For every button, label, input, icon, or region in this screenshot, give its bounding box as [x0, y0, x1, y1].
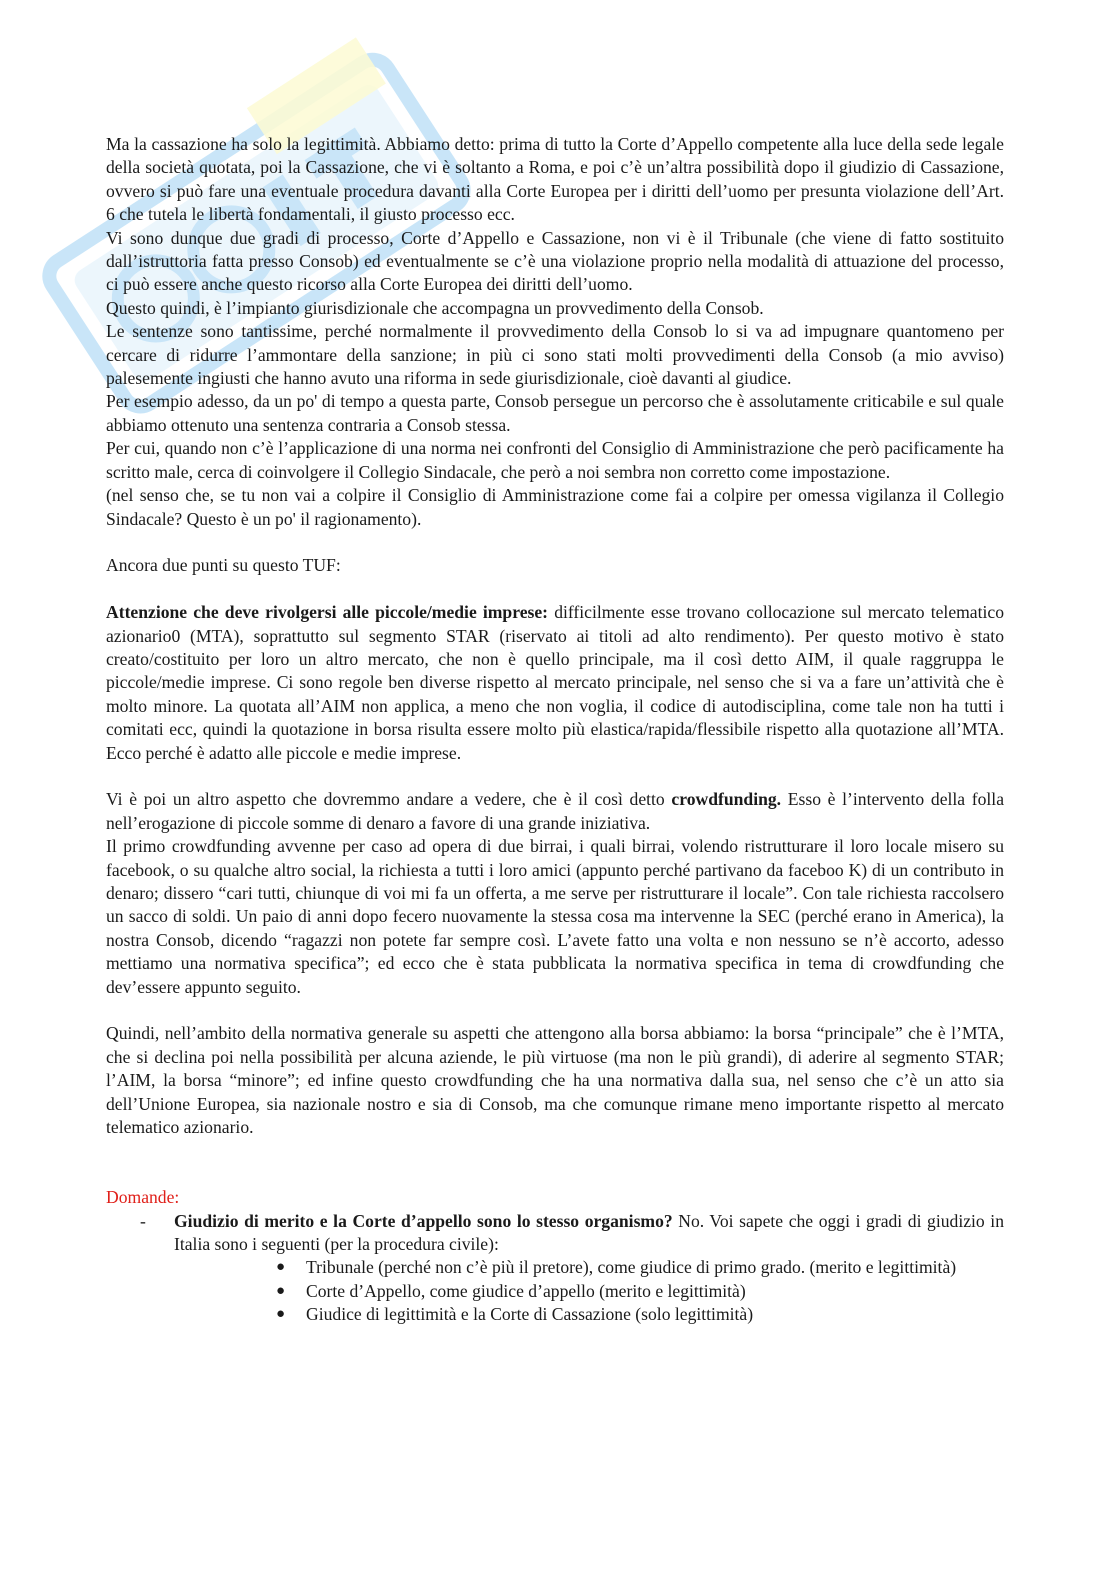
paragraph-esempio: Per esempio adesso, da un po' di tempo a questa parte, Consob persegue un percorso che è assolutamente criticabile e sul quale abbiamo ottenuto una sentenza contraria a Consob stessa.: [106, 391, 1004, 435]
paragraph-cassazione: Ma la cassazione ha solo la legittimità. Abbiamo detto: prima di tutto la Corte d’Appello competente alla luce della sede legale della società quotata, poi la Cassazione, che vi è soltanto a Roma, e poi c’è un’altra possibilità dopo il giudizio di Cassazione, ovvero si può fare una eventuale procedura davanti alla Corte Europea per i diritti dell’uomo per presunta violazione dell’Art. 6 che tutela le libertà fondamentali, il giusto processo ecc.: [106, 134, 1004, 225]
paragraph-sentenze: Le sentenze sono tantissime, perché normalmente il provvedimento della Consob lo si va ad impugnare quantomeno per cercare di ridurre l’ammontare della sanzione; in più ci sono stati molti provvedimenti della Consob (a mio avviso) palesemente ingiusti che hanno avuto una riforma in sede giurisdizionale, cioè davanti al giudice.: [106, 321, 1004, 389]
list-item: [276, 1303, 1004, 1326]
document-page: [106, 133, 1004, 1327]
paragraph-sintesi: Quindi, nell’ambito della normativa generale su aspetti che attengono alla borsa abbiamo: la borsa “principale” che è l’MTA, che si declina poi nella possibilità per alcuna aziende, le più virtuose (ma non le più grandi), di aderire al segmento STAR; l’AIM, la borsa “minore”; ed infine questo crowdfunding che ha una normativa dalla sua, nel senso che c’è un atto sia dell’Unione Europea, sia nazionale nostro e sia di Consob, ma che comunque rimane meno importante rispetto al mercato telematico azionario.: [106, 1023, 1004, 1137]
paragraph-impianto: Questo quindi, è l’impianto giurisdizionale che accompagna un provvedimento della Consob.: [106, 297, 764, 318]
bullet-icon: ●: [276, 1282, 286, 1299]
question-text: Giudizio di merito e la Corte d’appello sono lo stesso organismo?: [174, 1210, 673, 1231]
paragraph-crowdfunding-intro: [106, 788, 1004, 835]
list-item: [276, 1280, 1004, 1303]
list-item-text: Corte d’Appello, come giudice d’appello (merito e legittimità): [306, 1280, 746, 1301]
list-item-text: Tribunale (perché non c’è più il pretore), come giudice di primo grado. (merito e legittimità): [306, 1257, 957, 1278]
dash-marker: -: [140, 1210, 146, 1231]
crowdfunding-intro-a: Vi è poi un altro aspetto che dovremmo andare a vedere, che è il così detto: [106, 789, 672, 810]
list-item: [276, 1256, 1004, 1279]
bullet-icon: ●: [276, 1306, 286, 1323]
paragraph-pmi: [106, 601, 1004, 765]
list-item-text: Giudice di legittimità e la Corte di Cassazione (solo legittimità): [306, 1304, 754, 1325]
answer-text: No. Voi sapete che oggi i gradi di giudizio in Italia sono i seguenti (per la procedura civile):: [174, 1210, 1004, 1255]
pmi-heading: Attenzione che deve rivolgersi alle piccole/medie imprese:: [106, 602, 549, 623]
question-item: [106, 1210, 1004, 1257]
paragraph-collegio: Per cui, quando non c’è l’applicazione di una norma nei confronti del Consiglio di Amministrazione che però pacificamente ha scritto male, cerca di coinvolgere il Collegio Sindacale, che però a noi sembra non corretto come impostazione.: [106, 438, 1004, 482]
crowdfunding-intro-b: Esso è l’intervento della folla nell’erogazione di piccole somme di denaro a favore di una grande iniziativa.: [106, 789, 1005, 833]
crowdfunding-term: crowdfunding.: [671, 789, 782, 810]
paragraph-ragionamento: (nel senso che, se tu non vai a colpire il Consiglio di Amministrazione come fai a colpire per omessa vigilanza il Collegio Sindacale? Questo è un po' il ragionamento).: [106, 485, 1004, 529]
gradi-list: [106, 1256, 1004, 1326]
pmi-text: difficilmente esse trovano collocazione sul mercato telematico azionario0 (MTA), soprattutto sul segmento STAR (riservato ai titoli ad alto rendimento). Per questo motivo è stato creato/costituito per loro un altro mercato, che non è quello principale, ma il così detto AIM, il quale raggruppa le piccole/medie imprese. Ci sono regole ben diverse rispetto al mercato principale, nel senso che si va a fare un’attività che è molto minore. La quotata all’AIM non applica, a meno che non voglia, il codice di autodisciplina, come tale non ha tutti i comitati ecc, quindi la quotazione in borsa risulta essere molto più elastica/rapida/flessibile rispetto alla quotazione all’MTA. Ecco perché è adatto alle piccole e medie imprese.: [106, 602, 1004, 763]
bullet-icon: ●: [276, 1259, 286, 1276]
questions-heading: Domande:: [106, 1187, 180, 1208]
paragraph-gradi-processo: Vi sono dunque due gradi di processo, Corte d’Appello e Cassazione, non vi è il Tribunale (che viene di fatto sostituito dall’istruttoria fatta presso Consob) ed eventualmente se c’è una violazione proprio nella modalità di attuazione del processo, ci può essere anche questo ricorso alla Corte Europea dei diritti dell’uomo.: [106, 227, 1004, 295]
paragraph-tuf: Ancora due punti su questo TUF:: [106, 555, 341, 576]
paragraph-birrai: Il primo crowdfunding avvenne per caso ad opera di due birrai, i quali birrai, volendo ristrutturare il loro locale misero su facebook, o su qualche altro social, la richiesta a tutti i loro amici (appunto perché partivano da faceboo K) di un contributo in denaro; dissero “cari tutti, chiunque di voi mi fa un offerta, a me serve per ristrutturare il locale”. Con tale richiesta raccolsero un sacco di soldi. Un paio di anni dopo fecero nuovamente la stessa cosa ma intervenne la SEC (perché erano in America), la nostra Consob, dicendo “ragazzi non potete far sempre così. L’avete fatto una volta e non nessuno se n’è accorto, adesso mettiamo una normativa specifica”; ed ecco che è stata pubblicata la normativa specifica in tema di crowdfunding che dev’essere appunto seguito.: [106, 836, 1004, 997]
